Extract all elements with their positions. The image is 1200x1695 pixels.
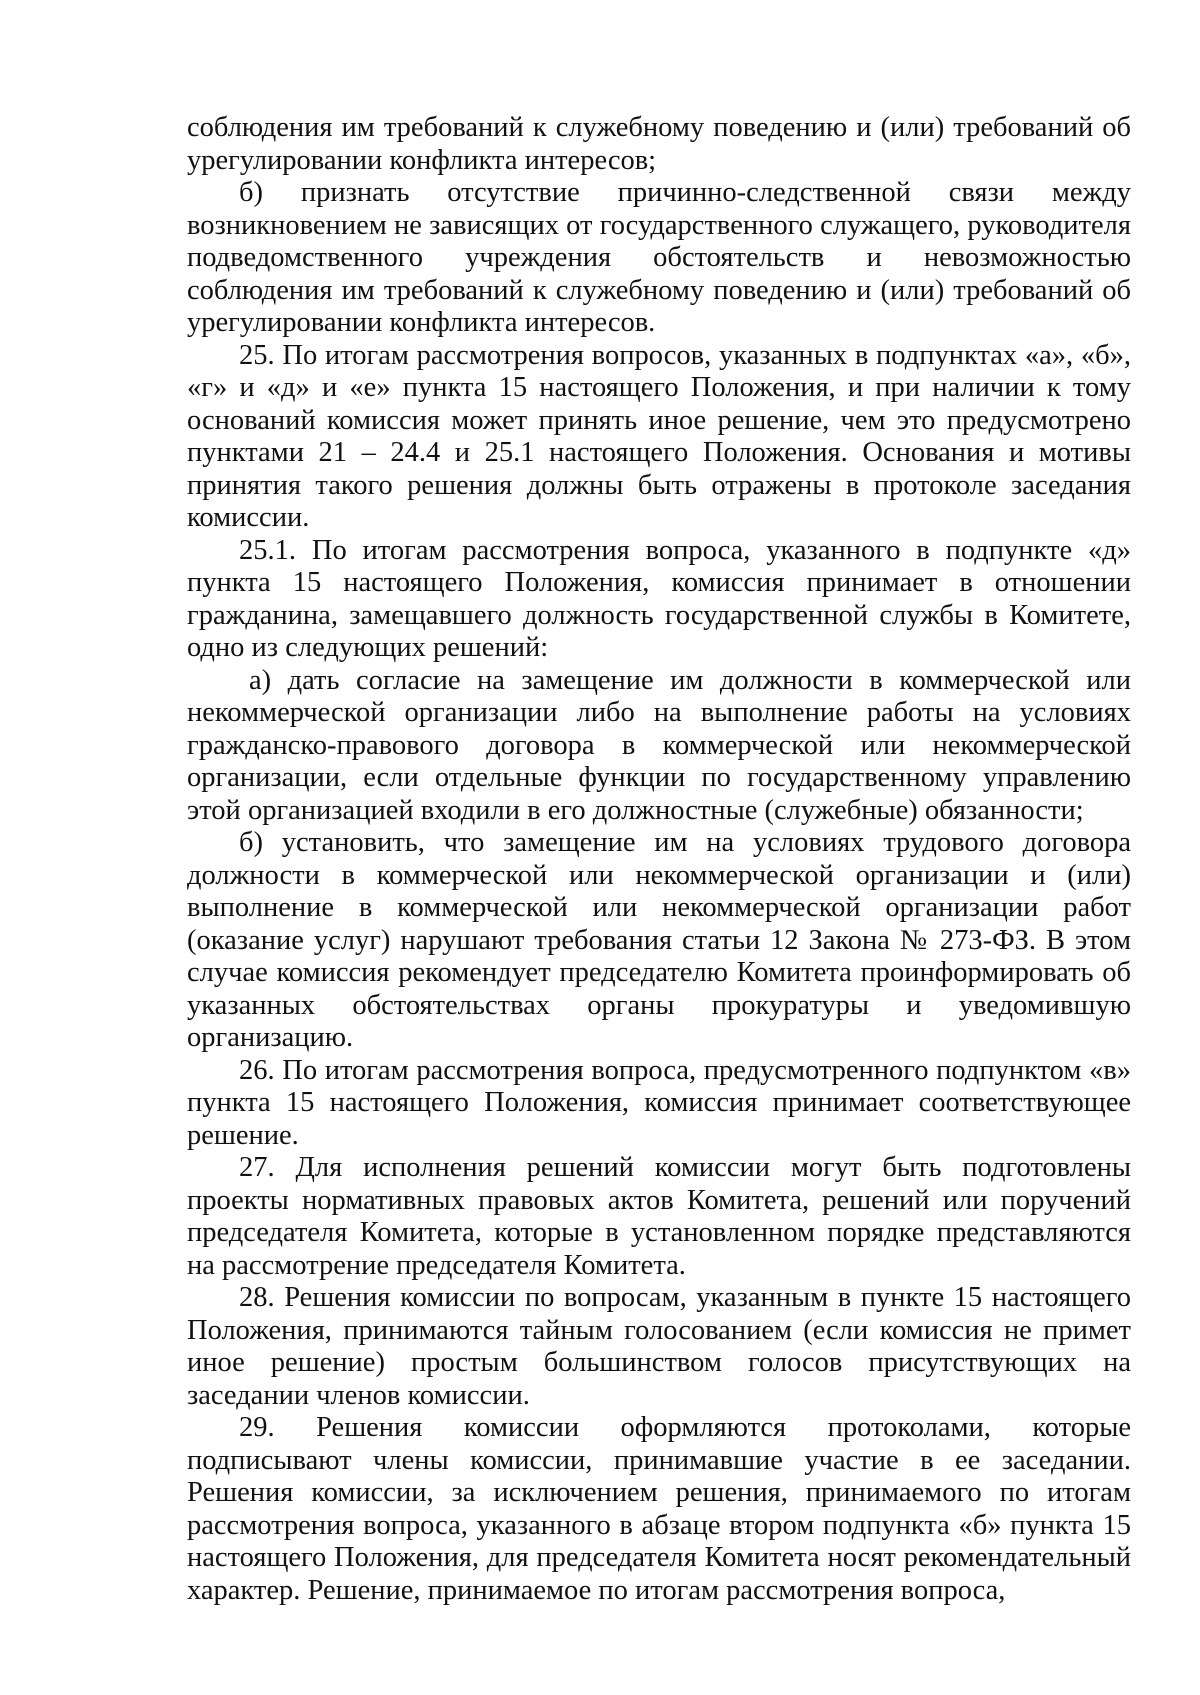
paragraph-29: 29. Решения комиссии оформляются протоколами, которые подписывают члены комиссии, принимавшие участие в ее заседании. Решения комиссии, за исключением решения, принимаемого по итогам рассмотрения вопроса, указанного в абзаце втором подпункта «б» пункта 15 настоящего Положения, для председателя Комитета носят рекомендательный характер. Решение, принимаемое по итогам рассмотрения вопроса, [187,1412,1131,1606]
paragraph-25: 25. По итогам рассмотрения вопросов, указанных в подпунктах «а», «б», «г» и «д» и «е» пункта 15 настоящего Положения, и при наличии к тому оснований комиссия может принять иное решение, чем это предусмотрено пунктами 21 – 24.4 и 25.1 настоящего Положения. Основания и мотивы принятия такого решения должны быть отражены в протоколе заседания комиссии. [187,339,1131,533]
paragraph-continuation: соблюдения им требований к служебному поведению и (или) требований об урегулировании конфликта интересов; [187,112,1131,176]
paragraph-28: 28. Решения комиссии по вопросам, указанным в пункте 15 настоящего Положения, принимаются тайным голосованием (если комиссия не примет иное решение) простым большинством голосов присутствующих на заседании членов комиссии. [187,1282,1131,1411]
document-body [187,112,1131,1607]
paragraph-25-1-b: б) установить, что замещение им на условиях трудового договора должности в коммерческой или некоммерческой организации и (или) выполнение в коммерческой или некоммерческой организации работ (оказание услуг) нарушают требования статьи 12 Закона № 273-ФЗ. В этом случае комиссия рекомендует председателю Комитета проинформировать об указанных обстоятельствах органы прокуратуры и уведомившую организацию. [187,827,1131,1053]
paragraph-item-b: б) признать отсутствие причинно-следственной связи между возникновением не зависящих от государственного служащего, руководителя подведомственного учреждения обстоятельств и невозможностью соблюдения им требований к служебному поведению и (или) требований об урегулировании конфликта интересов. [187,177,1131,338]
paragraph-27: 27. Для исполнения решений комиссии могут быть подготовлены проекты нормативных правовых актов Комитета, решений или поручений председателя Комитета, которые в установленном порядке представляются на рассмотрение председателя Комитета. [187,1152,1131,1281]
paragraph-25-1-a: а) дать согласие на замещение им должности в коммерческой или некоммерческой организации либо на выполнение работы на условиях гражданско-правового договора в коммерческой или некоммерческой организации, если отдельные функции по государственному управлению этой организацией входили в его должностные (служебные) обязанности; [187,664,1131,826]
paragraph-25-1: 25.1. По итогам рассмотрения вопроса, указанного в подпункте «д» пункта 15 настоящего Положения, комиссия принимает в отношении гражданина, замещавшего должность государственной службы в Комитете, одно из следующих решений: [187,534,1131,663]
paragraph-26: 26. По итогам рассмотрения вопроса, предусмотренного подпунктом «в» пункта 15 настоящего Положения, комиссия принимает соответствующее решение. [187,1054,1131,1151]
